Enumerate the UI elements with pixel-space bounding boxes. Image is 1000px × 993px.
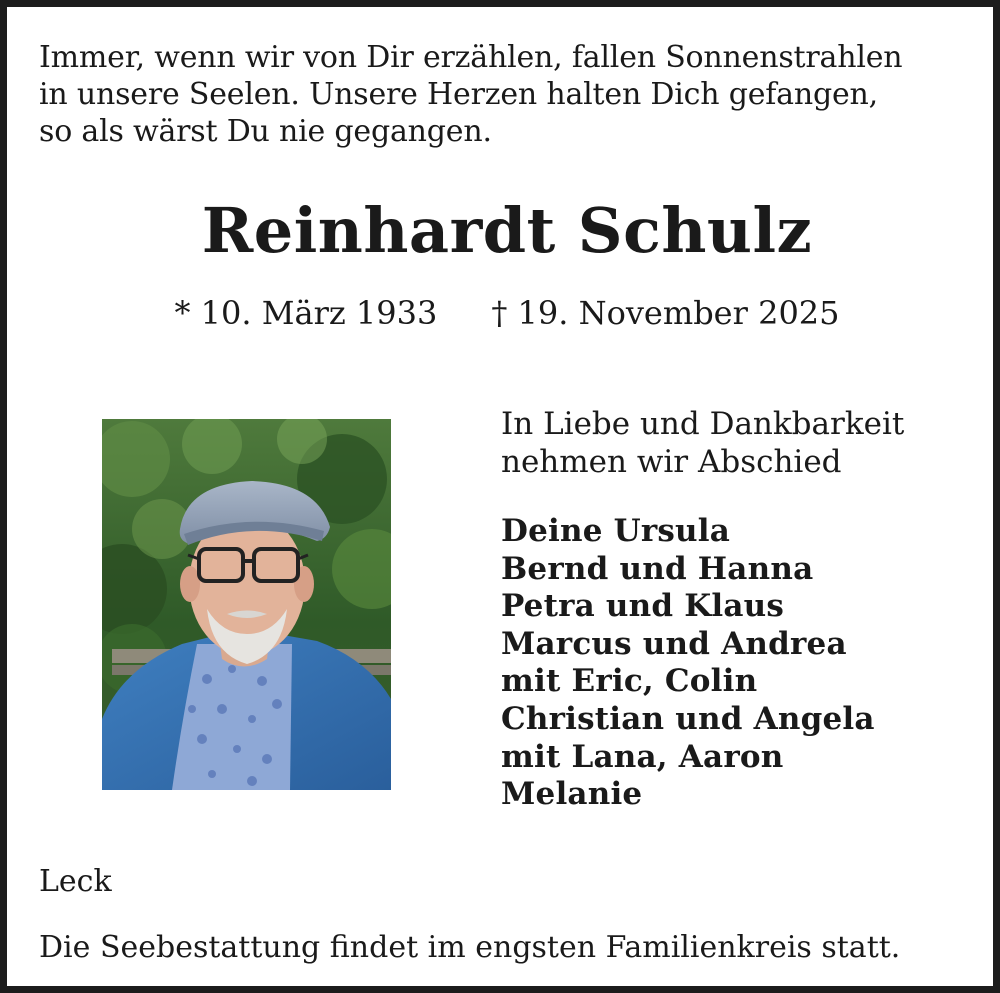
mourners-list (501, 513, 875, 814)
verse-line: Immer, wenn wir von Dir erzählen, fallen Sonnenstrahlen (39, 40, 903, 75)
portrait-photo (102, 419, 391, 790)
verse-line: so als wärst Du nie gegangen. (39, 114, 492, 149)
mourner-name: Bernd und Hanna (501, 550, 814, 587)
mourner-name: Petra und Klaus (501, 588, 785, 625)
mourner-name: Marcus und Andrea (501, 625, 847, 662)
farewell-line: In Liebe und Dankbarkeit (501, 406, 905, 442)
mourner-name: Deine Ursula (501, 513, 731, 549)
burial-notice: Die Seebestattung findet im engsten Familienkreis statt. (39, 930, 901, 965)
place-name: Leck (39, 864, 112, 899)
memorial-verse (39, 39, 989, 150)
birth-date: * 10. März 1933 (174, 294, 438, 332)
death-date: † 19. November 2025 (491, 294, 840, 332)
mourner-name: Christian und Angela (501, 700, 875, 737)
mourner-name: mit Lana, Aaron (501, 738, 784, 775)
deceased-name: Reinhardt Schulz (201, 194, 813, 267)
mourner-name: mit Eric, Colin (501, 663, 758, 700)
life-dates (7, 293, 1000, 333)
farewell-text (501, 405, 904, 481)
farewell-line: nehmen wir Abschied (501, 444, 842, 480)
mourner-name: Melanie (501, 776, 643, 813)
verse-line: in unsere Seelen. Unsere Herzen halten Dich gefangen, (39, 77, 878, 112)
